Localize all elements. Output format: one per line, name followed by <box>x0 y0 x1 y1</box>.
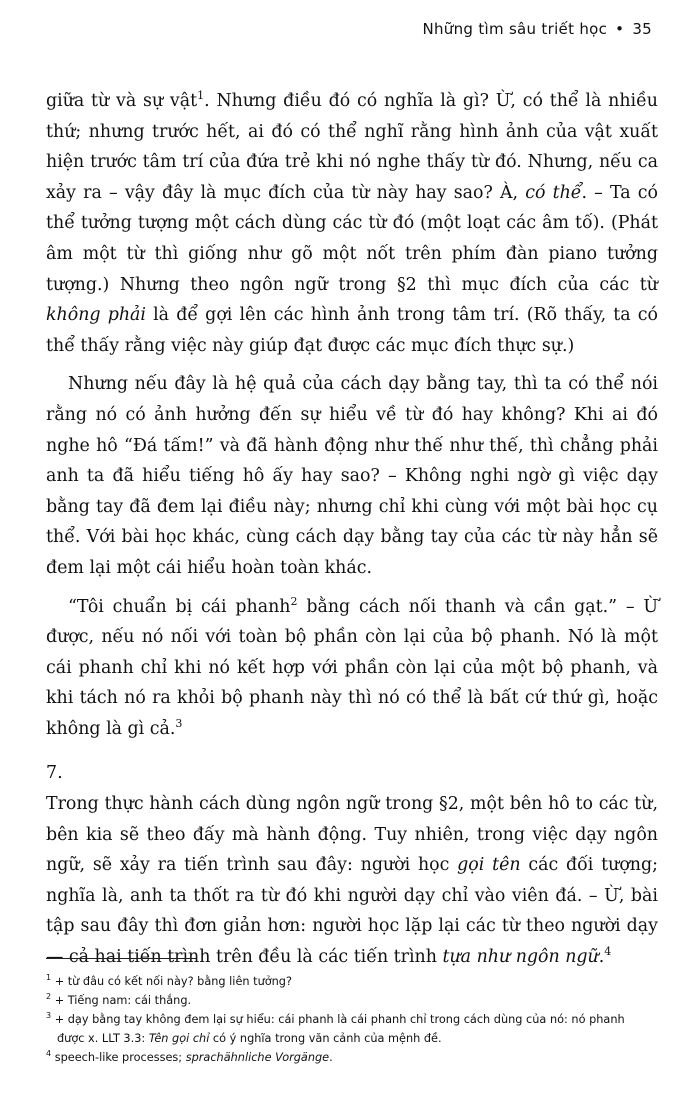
footnote-text: được x. LLT 3.3: <box>57 1032 149 1045</box>
footnote-text: . <box>329 1051 333 1064</box>
header-bullet: • <box>615 20 625 38</box>
text-run: “Tôi chuẩn bị cái phanh <box>68 596 291 617</box>
emphasis: sprachähnliche Vorgänge <box>185 1051 330 1064</box>
footnote-ref-1: 1 <box>197 89 205 103</box>
text-run: bằng cách nối thanh và cần gạt.” – Ừ được, nếu nó nối với toàn bộ phần còn lại của bộ phanh. Nó là một cái phanh chỉ khi nó kết hợp với phần còn lại của một bộ phanh, và khi tách nó ra khỏi bộ phanh này thì nó có thể là bất cứ thứ gì, hoặc không là gì cả. <box>46 596 658 739</box>
text-run: Trong thực hành cách dùng ngôn ngữ trong §2, một bên hô to các từ, bên kia sẽ theo đấy mà hành động. Tuy nhiên, trong việc dạy ngôn ngữ, sẽ xảy ra tiến trình sau đây: người học <box>46 794 658 876</box>
emphasis: gọi tên <box>457 855 521 876</box>
footnote-mark: 4 <box>46 1049 52 1059</box>
page-number: 35 <box>632 20 652 38</box>
text-run: là để gợi lên các hình ảnh trong tâm trí. (Rõ thấy, ta có thể thấy rằng việc này giúp đạt được các mục đích thực sự.) <box>46 305 658 356</box>
footnote-text: + Tiếng nam: cái thắng. <box>54 994 192 1007</box>
footnote-text: + dạy bằng tay không đem lại sự hiểu: cái phanh là cái phanh chỉ trong cách dùng của nó: nó phanh <box>54 1013 625 1026</box>
footnote-mark: 3 <box>46 1011 52 1021</box>
footnote-3-continued <box>46 1029 666 1048</box>
footnote-mark: 2 <box>46 992 52 1002</box>
footnote-text: speech-like processes; <box>54 1051 186 1064</box>
footnote-ref-2: 2 <box>290 594 298 608</box>
paragraph-4 <box>46 789 658 973</box>
footnote-text: có ý nghĩa trong văn cảnh của mệnh đề. <box>209 1032 442 1045</box>
footnote-2 <box>46 991 666 1010</box>
emphasis: tựa như ngôn ngữ <box>442 947 599 968</box>
text-run: giữa từ và sự vật <box>46 91 198 111</box>
footnote-4 <box>46 1048 666 1067</box>
paragraph-1 <box>46 86 658 361</box>
footnote-ref-4: 4 <box>604 945 612 959</box>
footnote-divider <box>46 958 196 959</box>
footnote-text: + từ đâu có kết nối này? bằng liên tưởng? <box>54 975 292 988</box>
paragraph-3 <box>46 592 658 745</box>
section-number: 7. <box>46 763 63 784</box>
paragraph-2: Nhưng nếu đây là hệ quả của cách dạy bằng tay, thì ta có thể nói rằng nó có ảnh hưởng đến sự hiểu về từ đó hay không? Khi ai đó nghe hô “Đá tấm!” và đã hành động như thế như thế, thì chẳng phải anh ta đã hiểu tiếng hô ấy hay sao? – Không nghi ngờ gì việc dạy bằng tay đã đem lại điều này; nhưng chỉ khi cùng với một bài học cụ thể. Với bài học khác, cùng cách dạy bằng tay của các từ này hẳn sẽ đem lại một cái hiểu hoàn toàn khác. <box>46 374 658 578</box>
text-run: . – Ta có thể tưởng tượng một cách dùng các từ đó (một loạt các âm tố). (Phát âm một từ thì giống như gõ một nốt trên phím đàn piano tưởng tượng.) Nhưng theo ngôn ngữ trong §2 thì mục đích của các từ <box>46 182 658 295</box>
footnote-mark: 1 <box>46 973 52 983</box>
text-run: các đối tượng; nghĩa là, anh ta thốt ra từ đó khi người dạy chỉ vào viên đá. – Ừ, bài tập sau đây thì đơn giản hơn: người học lặp lại các từ theo người dạy — cả hai tiến trình trên đều là các tiến trình <box>46 855 658 968</box>
running-title: Những tìm sâu triết học <box>422 20 608 38</box>
footnote-1 <box>46 972 666 991</box>
footnote-ref-3: 3 <box>175 717 183 731</box>
footnote-3 <box>46 1010 666 1029</box>
text-run: . <box>598 947 605 968</box>
emphasis: không phải <box>46 305 146 326</box>
running-header <box>422 20 652 38</box>
emphasis: có thể <box>525 182 582 203</box>
main-text <box>46 86 658 973</box>
text-run: . Nhưng điều đó có nghĩa là gì? Ừ, có thể là nhiều thứ; nhưng trước hết, ai đó có thể nghĩ rằng hình ảnh của vật xuất hiện trước tâm trí của đứa trẻ khi nó nghe thấy từ đó. Nhưng, nếu ca xảy ra – vậy đây là mục đích của từ này hay sao? À, <box>46 91 658 203</box>
footnotes <box>46 972 666 1067</box>
emphasis: Tên gọi chỉ <box>148 1032 210 1045</box>
